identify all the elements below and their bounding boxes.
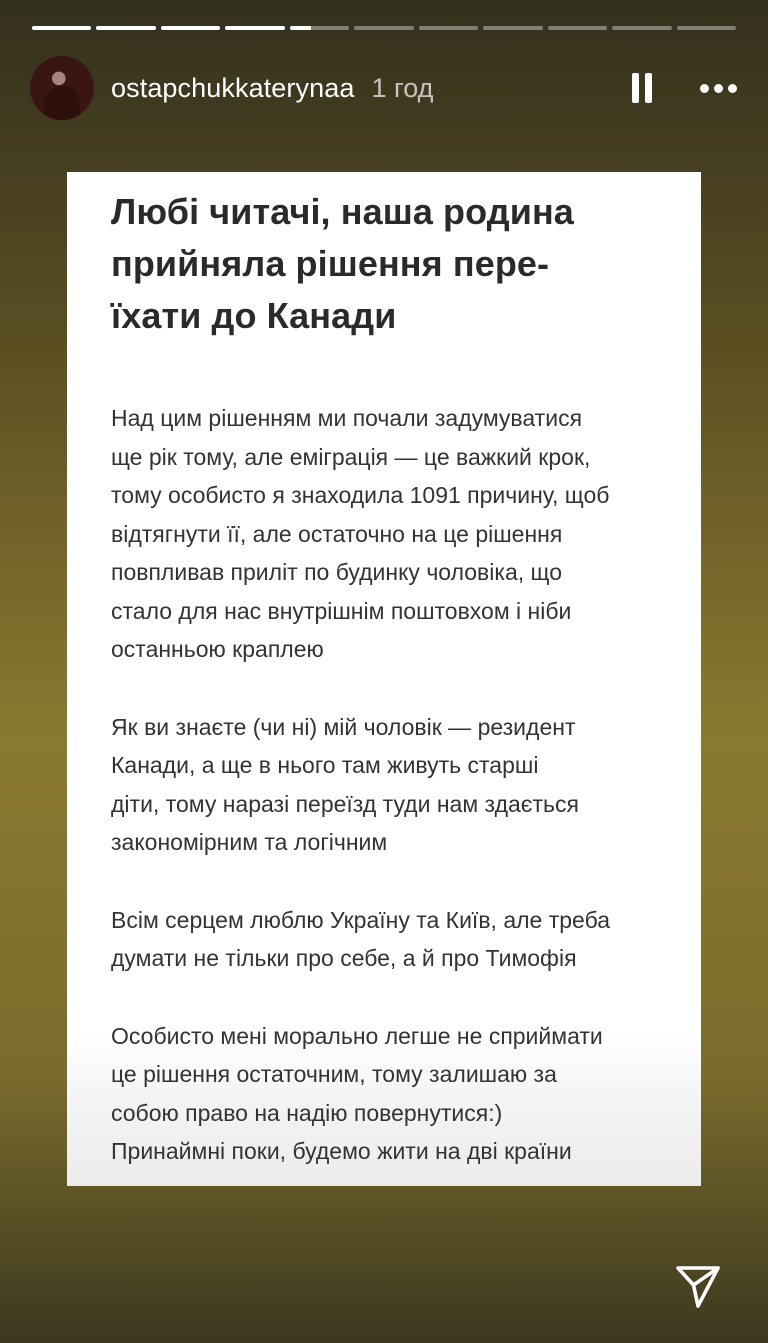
progress-segment [32,26,91,30]
pause-icon[interactable] [624,68,660,108]
username[interactable]: ostapchukkaterynaa [111,72,355,103]
story-progress-bar [32,26,736,30]
paragraph-4: Особисто мені морально легше не сприймати це рішення остаточним, тому залишаю за собою право на надію повернутися:) Принаймні поки, будемо жити на дві країни [111,1022,603,1164]
paragraph-1: Над цим рішенням ми почали задумуватися ще рік тому, але еміграція — це важкий крок, тому особисто я знаходила 1091 причину, щоб відтягнути її, але остаточно на це рішення повпливав приліт по будинку чоловіка, що стало для нас внутрішнім поштовхом і ніби останньою краплею [111,405,610,662]
paragraph-2: Як ви знаєте (чи ні) мій чоловік — резидент Канади, а ще в нього там живуть старші діти, тому наразі переїзд туди нам здається закономірним та логічним [111,713,579,855]
progress-segment [419,26,478,30]
progress-segment [161,26,220,30]
avatar[interactable] [30,56,94,120]
progress-segment [225,26,284,30]
progress-segment [677,26,736,30]
progress-segment [548,26,607,30]
paragraph-3: Всім серцем люблю Україну та Київ, але треба думати не тільки про себе, а й про Тимофія [111,906,611,971]
progress-segment [96,26,155,30]
story-text-card [67,172,701,1186]
story-header [30,56,746,120]
more-dots-icon[interactable] [696,68,740,108]
progress-segment [290,26,349,30]
progress-segment [483,26,542,30]
post-time: 1 год [371,72,434,103]
send-icon[interactable] [674,1262,722,1310]
progress-segment [354,26,413,30]
post-title: Любі читачі, наша родина прийняла рішення пере- їхати до Канади [111,191,574,336]
progress-segment [612,26,671,30]
